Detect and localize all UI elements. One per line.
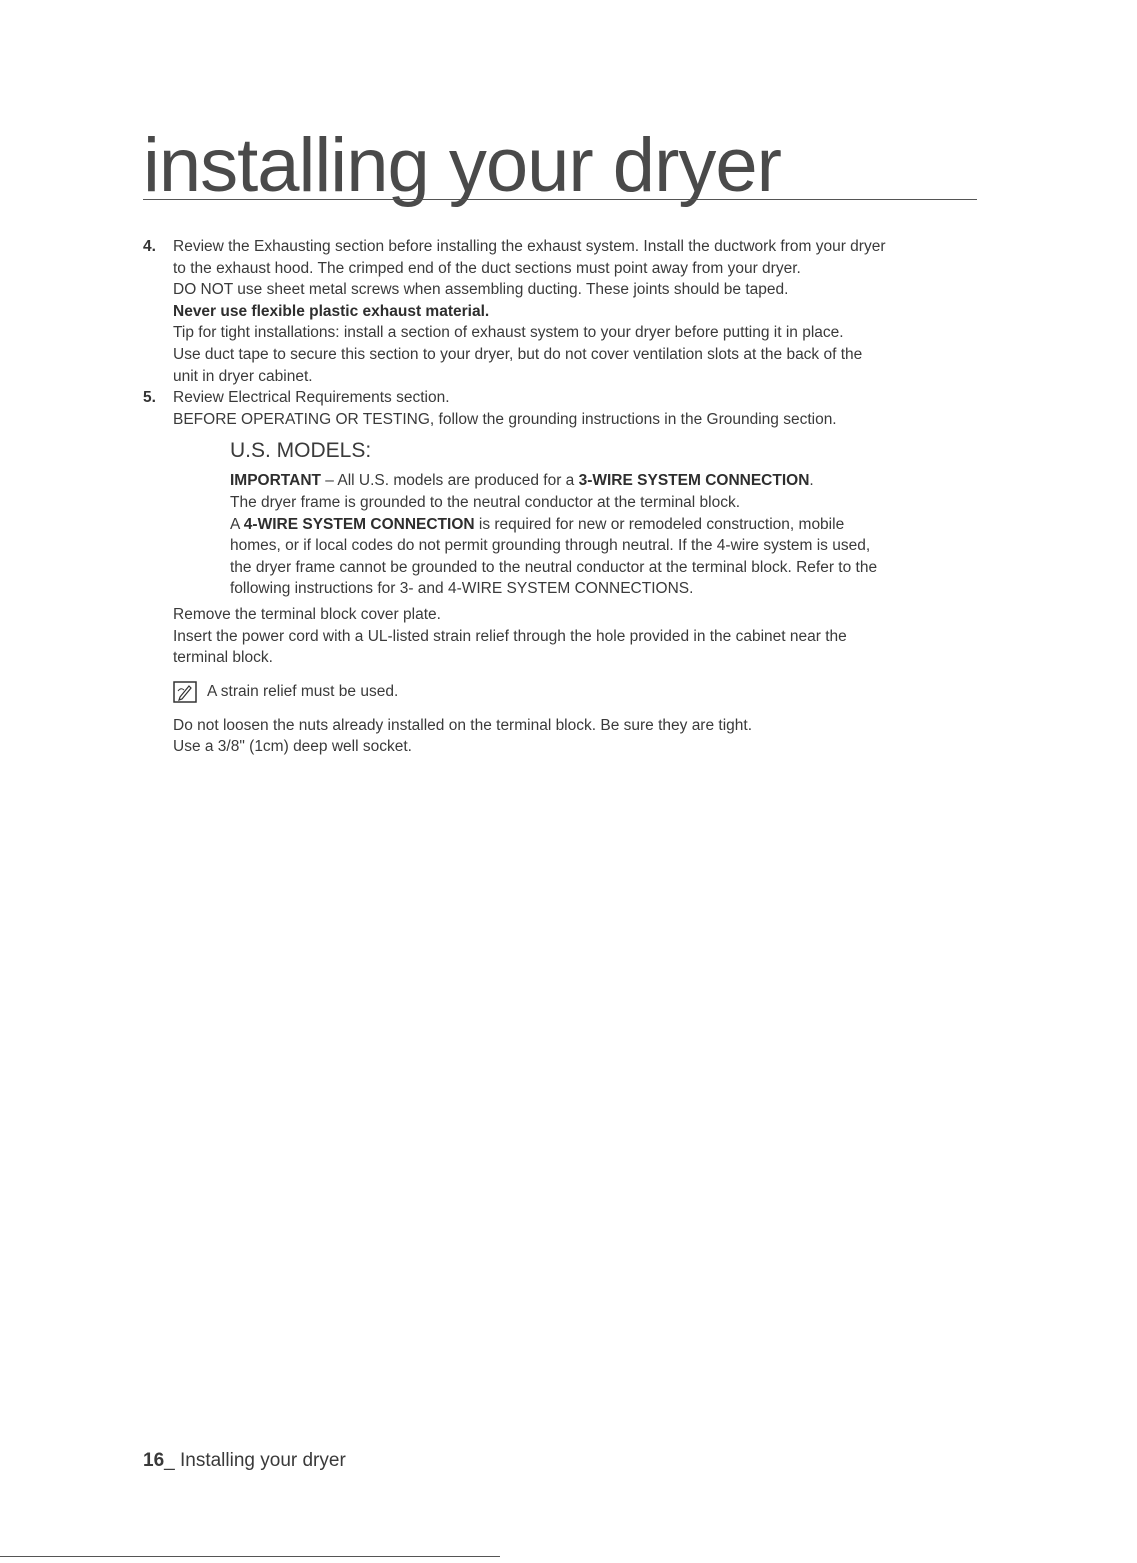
- page-number: 16: [143, 1450, 165, 1471]
- step-5: [143, 387, 973, 430]
- us-models-heading: U.S. MODELS:: [230, 439, 372, 463]
- step-text: Use duct tape to secure this section to your dryer, but do not cover ventilation slots at the back of the: [173, 345, 863, 363]
- instruction-text: Remove the terminal block cover plate.: [173, 605, 441, 623]
- four-wire-text: is required for new or remodeled construction, mobile: [474, 515, 845, 533]
- three-wire-label: 3-WIRE SYSTEM CONNECTION: [578, 472, 810, 490]
- instruction-text: terminal block.: [173, 649, 273, 667]
- page-footer: [143, 1450, 346, 1472]
- instruction-text: Insert the power cord with a UL-listed strain relief through the hole provided in the cabinet near the: [173, 627, 847, 645]
- footer-label: _ Installing your dryer: [164, 1450, 346, 1471]
- step-text: to the exhaust hood. The crimped end of the duct sections must point away from your dryer.: [173, 259, 801, 277]
- period: .: [809, 472, 814, 490]
- important-label: IMPORTANT: [230, 472, 321, 490]
- four-wire-label: 4-WIRE SYSTEM CONNECTION: [243, 515, 475, 533]
- four-wire-paragraph: [230, 514, 973, 536]
- instructions-body: [143, 236, 973, 758]
- step-text: unit in dryer cabinet.: [173, 367, 313, 385]
- four-wire-text: following instructions for 3- and 4-WIRE SYSTEM CONNECTIONS.: [230, 580, 694, 598]
- step-text: BEFORE OPERATING OR TESTING, follow the grounding instructions in the Grounding section.: [173, 410, 837, 428]
- instruction-text: Do not loosen the nuts already installed on the terminal block. Be sure they are tight.: [173, 716, 753, 734]
- page-title: installing your dryer: [143, 123, 781, 208]
- step-text: DO NOT use sheet metal screws when assembling ducting. These joints should be taped.: [173, 281, 789, 299]
- warning-text: Never use flexible plastic exhaust material.: [173, 302, 490, 320]
- title-underline: [143, 199, 977, 200]
- important-text: – All U.S. models are produced for a: [320, 472, 579, 490]
- note-text: A strain relief must be used.: [207, 682, 399, 700]
- final-instructions: [143, 715, 973, 758]
- four-wire-text: homes, or if local codes do not permit grounding through neutral. If the 4-wire system is used,: [230, 537, 871, 555]
- step-number: 5.: [143, 389, 156, 407]
- four-wire-text: the dryer frame cannot be grounded to the neutral conductor at the terminal block. Refer to the: [230, 558, 878, 576]
- frame-text: The dryer frame is grounded to the neutral conductor at the terminal block.: [230, 493, 741, 511]
- instruction-text: Use a 3/8" (1cm) deep well socket.: [173, 738, 412, 756]
- us-models-section: [230, 438, 973, 600]
- note-icon: [173, 681, 197, 703]
- important-paragraph: [230, 470, 973, 492]
- step-4: [143, 236, 973, 387]
- bottom-rule: [0, 1556, 500, 1557]
- note: [143, 681, 973, 703]
- step-text: Review Electrical Requirements section.: [173, 389, 450, 407]
- step-text: Review the Exhausting section before installing the exhaust system. Install the ductwork from your dryer: [173, 238, 886, 255]
- cord-instructions: [143, 604, 973, 669]
- step-number: 4.: [143, 238, 156, 255]
- step-text: Tip for tight installations: install a section of exhaust system to your dryer before putting it in place.: [173, 324, 844, 342]
- four-wire-prefix: A: [230, 515, 244, 533]
